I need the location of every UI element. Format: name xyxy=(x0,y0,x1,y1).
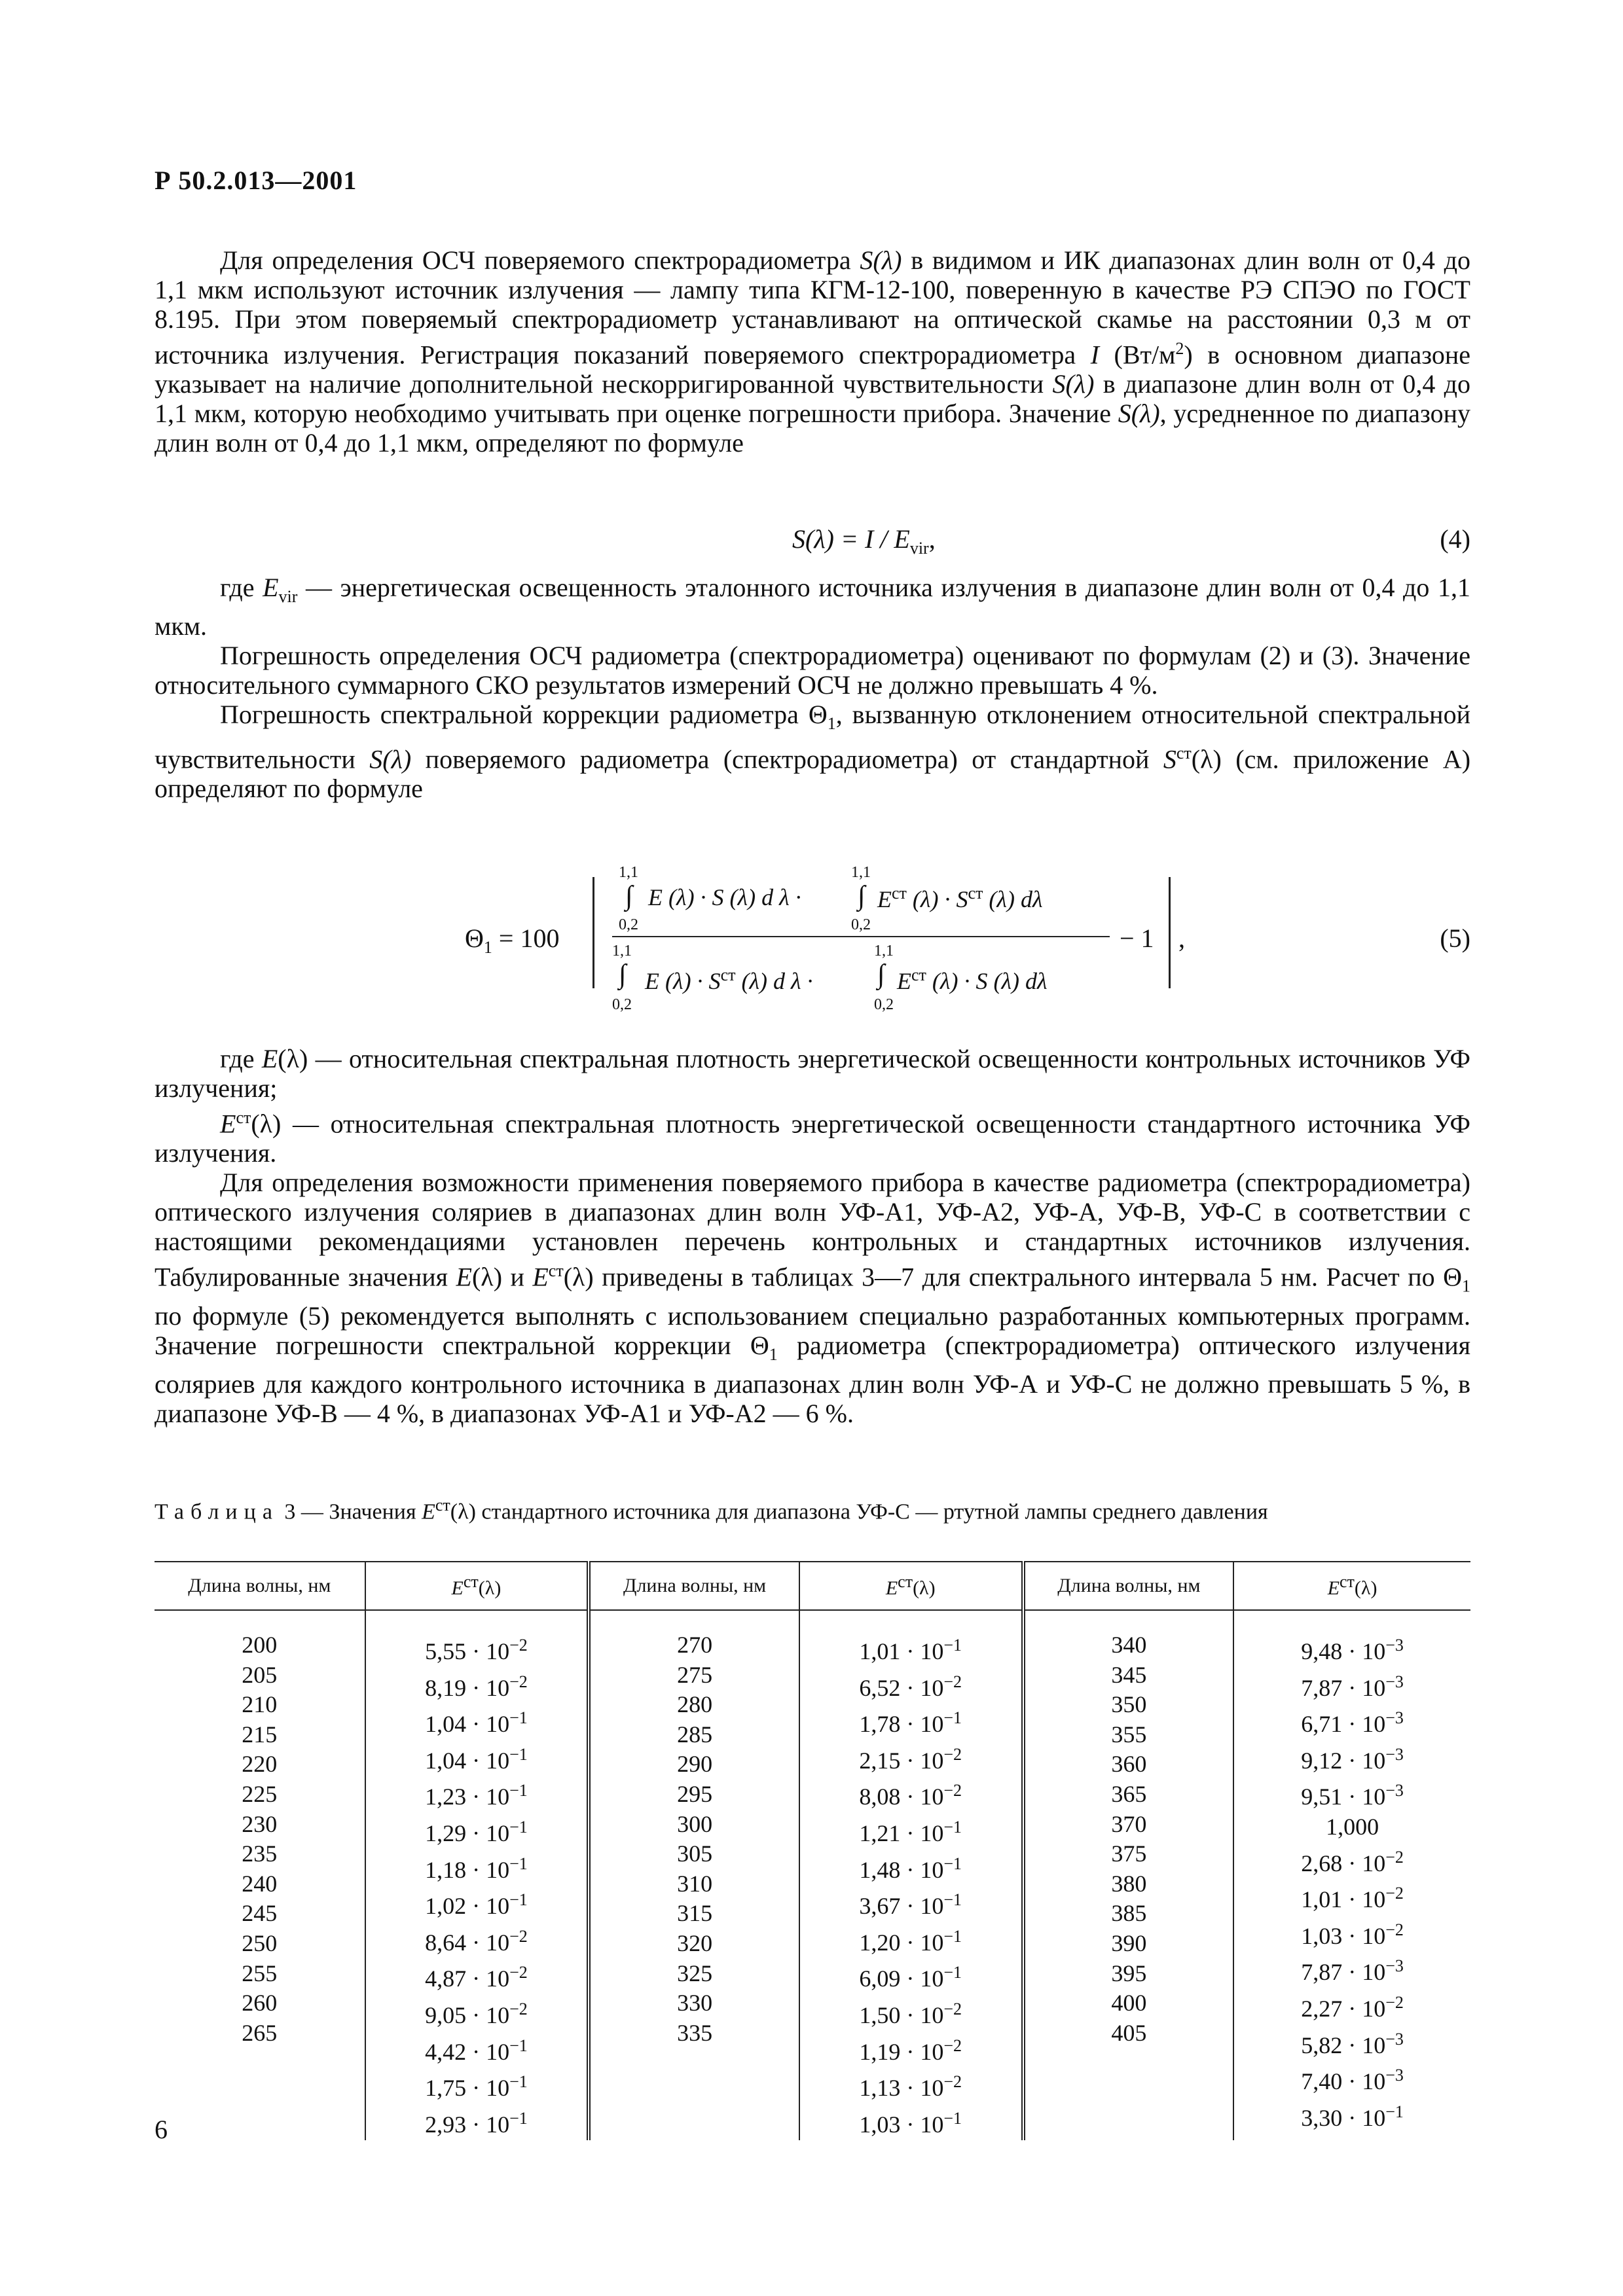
col-header-value-1: $E^{ст}(\lambda)$ xyxy=(365,1562,589,1610)
table-3 xyxy=(155,1561,1470,2140)
wavelength-cell xyxy=(1023,1610,1234,2140)
wavelength-value: 310 xyxy=(677,1870,713,1897)
table-header-row xyxy=(155,1562,1470,1610)
wavelength-value: 370 xyxy=(1111,1810,1147,1837)
irradiance-value: $1,19 \cdot 10^{-2}$ xyxy=(859,2036,962,2065)
irradiance-value: $1,75 \cdot 10^{-1}$ xyxy=(425,2072,528,2102)
irradiance-value: $1,48 \cdot 10^{-1}$ xyxy=(859,1854,962,1883)
wavelength-value: 400 xyxy=(1111,1990,1147,2017)
irradiance-value: $1,20 \cdot 10^{-1}$ xyxy=(859,1926,962,1956)
paragraph-5: где E(λ) — относительная спектральная плотность энергетической освещенности контрольных источников УФ излучения; xyxy=(155,1044,1470,1103)
paragraph-1: Для определения ОСЧ поверяемого спектрорадиометра S(λ) в видимом и ИК диапазонах длин волн от 0,4 до 1,1 мкм используют источник излучения — лампу типа КГМ-12-100, поверенную в качестве РЭ СПЭО по ГОСТ 8.195. При этом поверяемый спектрорадиометр устанавливают на оптической скамье на расстоянии 0,3 м от источника излучения. Регистрация показаний поверяемого спектрорадиометра I $(Вт/м^2)$ в основном диапазоне указывает на наличие дополнительной нескорригированной чувствительности S(λ) в диапазоне длин волн от 0,4 до 1,1 мкм, которую необходимо учитывать при оценке погрешности прибора. Значение S(λ), усредненное по диапазону длин волн от 0,4 до 1,1 мкм, определяют по формуле xyxy=(155,245,1471,458)
wavelength-value: 275 xyxy=(677,1661,713,1688)
wavelength-value: 345 xyxy=(1111,1661,1147,1688)
irradiance-value: $1,04 \cdot 10^{-1}$ xyxy=(425,1744,528,1774)
irradiance-value: $7,40 \cdot 10^{-3}$ xyxy=(1301,2066,1404,2095)
irradiance-value: $6,09 \cdot 10^{-1}$ xyxy=(859,1963,962,1992)
wavelength-value: 240 xyxy=(242,1870,278,1897)
irradiance-value: $1,50 \cdot 10^{-2}$ xyxy=(859,1999,962,2028)
irradiance-value: $7,87 \cdot 10^{-3}$ xyxy=(1301,1672,1404,1701)
irradiance-cell xyxy=(365,1610,589,2140)
abs-bar-right xyxy=(1169,877,1171,988)
irradiance-value: $3,30 \cdot 10^{-1}$ xyxy=(1301,2102,1404,2131)
irradiance-value: $4,42 \cdot 10^{-1}$ xyxy=(425,2036,528,2065)
wavelength-value: 250 xyxy=(242,1929,278,1956)
wavelength-value: 300 xyxy=(677,1810,713,1837)
irradiance-value: $2,27 \cdot 10^{-2}$ xyxy=(1301,1992,1404,2022)
wavelength-value: 285 xyxy=(677,1721,713,1748)
wavelength-value: 360 xyxy=(1111,1751,1147,1778)
paragraph-4: Погрешность спектральной коррекции радиометра $\Theta_1$, вызванную отклонением относительной спектральной чувствительности S(λ) поверяемого радиометра (спектрорадиометра) от стандартной $S^{ст}(\lambda)$ (см. приложение А) определяют по формуле xyxy=(155,700,1471,804)
formula-5-lhs: $\Theta_1 = 100$ xyxy=(465,924,560,957)
document-page: Р 50.2.013—2001 Для определения ОСЧ поверяемого спектрорадиометра S(λ) в видимом и ИК диапазонах длин волн от 0,4 до 1,1 мкм используют источник излучения — лампу типа КГМ-12-100, поверенную в качестве РЭ СПЭО по ГОСТ 8.195. При этом поверяемый спектрорадиометр устанавливают на оптической скамье на расстоянии 0,3 м от источника излучения. Регистрация показаний поверяемого спектрорадиометра I $(Вт/м^2)$ в основном диапазоне указывает на наличие дополнительной нескорригированной чувствительности S(λ) в диапазоне длин волн от 0,4 до 1,1 мкм, которую необходимо учитывать при оценке погрешности прибора. Значение S(λ), усредненное по диапазону длин волн от 0,4 до 1,1 мкм, определяют по формуле $S(\lambda) = I / E_{vir}$, (4) где $E_{vir}$ — энергетическая освещенность эталонного источника излучения в диапазоне длин волн от 0,4 до 1,1 мкм. Погрешность определения ОСЧ радиометра (спектрорадиометра) оценивают по формулам (2) и (3). Значение относительного суммарного СКО результатов измерений ОСЧ не должно превышать 4 %. Погрешность спектральной коррекции радиометра $\Theta_1$, вызванную отклонением относительной спектральной чувствительности S(λ) поверяемого радиометра (спектрорадиометра) от стандартной $S^{ст}(\lambda)$ (см. приложение А) определяют по формуле $\Theta_1 = 100$ 1,1 ∫ 0,2 E (λ) · S (λ) d λ · 1,1 ∫ 0,2 $E^{ст}$ $(\lambda) \cdot S^{ст}$ (λ) dλ 1,1 ∫ 0,2 E $(\lambda) \cdot S^{ст}$ (λ) d λ · 1,1 ∫ 0,2 $E^{ст}$ (λ) · S (λ) dλ − 1 , (5) где E(λ) — относительная спектральная плотность энергетической освещенности контрольных источников УФ излучения; $E^{ст}(\lambda)$ — относительная спектральная плотность энергетической освещенности стандартного источника УФ излучения. Для определения возможности применения поверяемого прибора в качестве радиометра (спектрорадиометра) оптического излучения соляриев в диапазонах длин волн УФ-А1, УФ-А2, УФ-А, УФ-В, УФ-С в соответствии с настоящими рекомендациями установлен перечень контрольных и стандартных источников излучения. Табулированные значения E(λ) и $E^{ст}(\lambda)$ приведены в таблицах 3—7 для спектрального интервала 5 нм. Расчет по $\Theta_1$ по формуле (5) рекомендуется выполнять с использованием специально разработанных компьютерных программ. Значение погрешности спектральной коррекции $\Theta_1$ радиометра (спектрорадиометра) оптического излучения соляриев для каждого контрольного источника в диапазонах длин волн УФ-А и УФ-С не должно превышать 5 %, в диапазоне УФ-В — 4 %, в диапазонах УФ-А1 и УФ-А2 — 6 %. Таблица 3 — Значения $E^{ст}(\lambda)$ стандартного источника для диапазона УФ-С — ртутной лампы среднего давления Длина волны, нм $E^{ст}(\lambda)$ Длина волны, нм $E^{ст}(\lambda)$ Длина волны, нм $E^{ст}(\lambda)$ 200 205 210 215 220 225 230 235 240 245 250 255 260 265 $5,55 \cdot 10^{-2}$ $8,19 \cdot 10^{-2}$ $1,04 \cdot 10^{-1}$ $1,04 \cdot 10^{-1}$ $1,23 \cdot 10^{-1}$ $1,29 \cdot 10^{-1}$ $1,18 \cdot 10^{-1}$ $1,02 \cdot 10^{-1}$ $8,64 \cdot 10^{-2}$ $4,87 \cdot 10^{-2}$ $9,05 \cdot 10^{-2}$ $4,42 \cdot 10^{-1}$ $1,75 \cdot 10^{-1}$ $2,93 \cdot 10^{-1}$ 270 275 280 285 290 295 300 305 310 315 320 325 330 335 $1,01 \cdot 10^{-1}$ $6,52 \cdot 10^{-2}$ $1,78 \cdot 10^{-1}$ $2,15 \cdot 10^{-2}$ $8,08 \cdot 10^{-2}$ $1,21 \cdot 10^{-1}$ $1,48 \cdot 10^{-1}$ $3,67 \cdot 10^{-1}$ $1,20 \cdot 10^{-1}$ $6,09 \cdot 10^{-1}$ $1,50 \cdot 10^{-2}$ $1,19 \cdot 10^{-2}$ $1,13 \cdot 10^{-2}$ $1,03 \cdot 10^{-1}$ 340 345 350 355 360 365 370 375 380 385 390 395 400 405 $9,48 \cdot 10^{-3}$ $7,87 \cdot 10^{-3}$ $6,71 \cdot 10^{-3}$ $9,12 \cdot 10^{-3}$ $9,51 \cdot 10^{-3}$ 1,000 $2,68 \cdot 10^{-2}$ $1,01 \cdot 10^{-2}$ $1,03 \cdot 10^{-2}$ $7,87 \cdot 10^{-3}$ $2,27 \cdot 10^{-2}$ $5,82 \cdot 10^{-3}$ $7,40 \cdot 10^{-3}$ $3,30 \cdot 10^{-1}$ 6 xyxy=(155,166,1471,2144)
wavelength-value: 230 xyxy=(242,1810,278,1837)
wavelength-value: 390 xyxy=(1111,1929,1147,1956)
irradiance-value: $1,04 \cdot 10^{-1}$ xyxy=(425,1708,528,1738)
irradiance-value: $8,19 \cdot 10^{-2}$ xyxy=(425,1672,528,1701)
col-header-wavelength-3: Длина волны, нм xyxy=(1023,1562,1234,1610)
irradiance-cell xyxy=(1233,1610,1470,2140)
wavelength-cell xyxy=(589,1610,799,2140)
wavelength-cell xyxy=(155,1610,365,2140)
wavelength-value: 380 xyxy=(1111,1870,1147,1897)
irradiance-value: $2,15 \cdot 10^{-2}$ xyxy=(859,1744,962,1774)
irradiance-value: $1,13 \cdot 10^{-2}$ xyxy=(859,2072,962,2102)
document-code-header: Р 50.2.013—2001 xyxy=(155,166,357,195)
wavelength-value: 375 xyxy=(1111,1840,1147,1867)
paragraph-6: $E^{ст}(\lambda)$ — относительная спектральная плотность энергетической освещенности стандартного источника УФ излучения. xyxy=(155,1108,1470,1168)
col-header-wavelength-2: Длина волны, нм xyxy=(589,1562,799,1610)
col-header-wavelength-1: Длина волны, нм xyxy=(155,1562,365,1610)
wavelength-value: 405 xyxy=(1111,2019,1147,2046)
irradiance-value: $9,51 \cdot 10^{-3}$ xyxy=(1301,1781,1404,1810)
page-number: 6 xyxy=(155,2115,168,2144)
wavelength-value: 215 xyxy=(242,1721,278,1748)
formula-4: $S(\lambda) = I / E_{vir}$, xyxy=(792,524,936,558)
wavelength-value: 200 xyxy=(242,1632,278,1658)
paragraphs-5-7 xyxy=(155,1044,1470,1428)
irradiance-value: $1,02 \cdot 10^{-1}$ xyxy=(425,1890,528,1920)
wavelength-value: 365 xyxy=(1111,1780,1147,1807)
wavelength-value: 280 xyxy=(677,1691,713,1718)
col-header-value-2: $E^{ст}(\lambda)$ xyxy=(799,1562,1023,1610)
wavelength-value: 245 xyxy=(242,1900,278,1927)
wavelength-value: 210 xyxy=(242,1691,278,1718)
irradiance-value: $1,03 \cdot 10^{-2}$ xyxy=(1301,1920,1404,1949)
wavelength-value: 295 xyxy=(677,1780,713,1807)
wavelength-value: 255 xyxy=(242,1960,278,1986)
wavelength-value: 305 xyxy=(677,1840,713,1867)
paragraph-3: Погрешность определения ОСЧ радиометра (спектрорадиометра) оценивают по формулам (2) и (3). Значение относительного суммарного СКО результатов измерений ОСЧ не должно превышать 4 %. xyxy=(155,641,1470,700)
irradiance-value: $1,29 \cdot 10^{-1}$ xyxy=(425,1817,528,1846)
formula-4-number: (4) xyxy=(1440,524,1470,554)
fraction-bar xyxy=(612,936,1110,937)
wavelength-value: 335 xyxy=(677,2019,713,2046)
table-3-caption: Таблица 3 — Значения $E^{ст}(\lambda)$ стандартного источника для диапазона УФ-С — ртутной лампы среднего давления xyxy=(155,1496,1268,1524)
irradiance-value: $5,55 \cdot 10^{-2}$ xyxy=(425,1636,528,1664)
irradiance-value: $2,93 \cdot 10^{-1}$ xyxy=(425,2108,528,2138)
col-header-value-3: $E^{ст}(\lambda)$ xyxy=(1233,1562,1470,1610)
wavelength-value: 320 xyxy=(677,1929,713,1956)
irradiance-value: $9,48 \cdot 10^{-3}$ xyxy=(1301,1636,1404,1664)
wavelength-value: 315 xyxy=(677,1900,713,1927)
wavelength-value: 340 xyxy=(1111,1632,1147,1658)
irradiance-value: $1,23 \cdot 10^{-1}$ xyxy=(425,1781,528,1810)
irradiance-value: $6,52 \cdot 10^{-2}$ xyxy=(859,1672,962,1701)
wavelength-value: 395 xyxy=(1111,1960,1147,1986)
abs-bar-left xyxy=(593,877,594,988)
irradiance-value: $4,87 \cdot 10^{-2}$ xyxy=(425,1963,528,1992)
irradiance-value: $6,71 \cdot 10^{-3}$ xyxy=(1301,1708,1404,1738)
wavelength-value: 350 xyxy=(1111,1691,1147,1718)
irradiance-value: $9,05 \cdot 10^{-2}$ xyxy=(425,1999,528,2028)
irradiance-cell xyxy=(799,1610,1023,2140)
wavelength-value: 235 xyxy=(242,1840,278,1867)
irradiance-value: $9,12 \cdot 10^{-3}$ xyxy=(1301,1744,1404,1774)
paragraph-2: где $E_{vir}$ — энергетическая освещенность эталонного источника излучения в диапазоне длин волн от 0,4 до 1,1 мкм. xyxy=(155,573,1470,641)
wavelength-value: 220 xyxy=(242,1751,278,1778)
wavelength-value: 325 xyxy=(677,1960,713,1986)
formula-5-number: (5) xyxy=(1440,924,1470,953)
irradiance-value: $7,87 \cdot 10^{-3}$ xyxy=(1301,1956,1404,1986)
irradiance-value: $1,21 \cdot 10^{-1}$ xyxy=(859,1817,962,1846)
wavelength-value: 265 xyxy=(242,2019,278,2046)
paragraphs-2-4 xyxy=(155,573,1470,803)
irradiance-value: $5,82 \cdot 10^{-3}$ xyxy=(1301,2029,1404,2058)
irradiance-value: $8,08 \cdot 10^{-2}$ xyxy=(859,1781,962,1810)
wavelength-value: 225 xyxy=(242,1780,278,1807)
irradiance-value: $1,03 \cdot 10^{-1}$ xyxy=(859,2108,962,2138)
wavelength-value: 330 xyxy=(677,1990,713,2017)
irradiance-value: 1,000 xyxy=(1326,1813,1379,1840)
wavelength-value: 270 xyxy=(677,1632,713,1658)
irradiance-value: $8,64 \cdot 10^{-2}$ xyxy=(425,1926,528,1956)
table-row xyxy=(155,1610,1470,2140)
irradiance-value: $1,01 \cdot 10^{-2}$ xyxy=(1301,1884,1404,1913)
wavelength-value: 205 xyxy=(242,1661,278,1688)
wavelength-value: 385 xyxy=(1111,1900,1147,1927)
wavelength-value: 355 xyxy=(1111,1721,1147,1748)
paragraph-7: Для определения возможности применения поверяемого прибора в качестве радиометра (спектрорадиометра) оптического излучения соляриев в диапазонах длин волн УФ-А1, УФ-А2, УФ-А, УФ-В, УФ-С в соответствии с настоящими рекомендациями установлен перечень контрольных и стандартных источников излучения. Табулированные значения E(λ) и $E^{ст}(\lambda)$ приведены в таблицах 3—7 для спектрального интервала 5 нм. Расчет по $\Theta_1$ по формуле (5) рекомендуется выполнять с использованием специально разработанных компьютерных программ. Значение погрешности спектральной коррекции $\Theta_1$ радиометра (спектрорадиометра) оптического излучения соляриев для каждого контрольного источника в диапазонах длин волн УФ-А и УФ-С не должно превышать 5 %, в диапазоне УФ-В — 4 %, в диапазонах УФ-А1 и УФ-А2 — 6 %. xyxy=(155,1168,1470,1428)
wavelength-value: 260 xyxy=(242,1990,278,2017)
irradiance-value: $3,67 \cdot 10^{-1}$ xyxy=(859,1890,962,1920)
irradiance-value: $1,78 \cdot 10^{-1}$ xyxy=(859,1708,962,1738)
irradiance-value: $1,18 \cdot 10^{-1}$ xyxy=(425,1854,528,1883)
irradiance-value: $2,68 \cdot 10^{-2}$ xyxy=(1301,1847,1404,1876)
wavelength-value: 290 xyxy=(677,1751,713,1778)
irradiance-value: $1,01 \cdot 10^{-1}$ xyxy=(859,1636,962,1664)
